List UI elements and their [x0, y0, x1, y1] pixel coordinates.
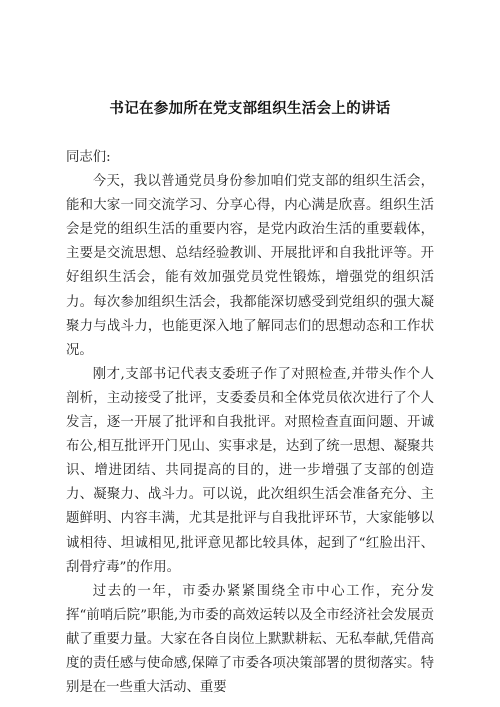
- paragraph-opening: 今天，我以普通党员身份参加咱们党支部的组织生活会，能和大家一同交流学习、分享心得，内心满是欣喜。组织生活会是党的组织生活的重要内容，是党内政治生活的重要载体，主要是交流思想、总结经验教训、开展批评和自我批评等。开好组织生活会，能有效加强党员党性锻炼，增强党的组织活力。每次参加组织生活会，我都能深切感受到党组织的强大凝聚力与战斗力，也能更深入地了解同志们的思想动态和工作状况。: [66, 174, 434, 358]
- salutation: 同志们:: [66, 150, 111, 165]
- paragraph-review: 刚才,支部书记代表支委班子作了对照检查,并带头作个人剖析，主动接受了批评，支委委员和全体党员依次进行了个人发言，逐一开展了批评和自我批评。对照检查直面问题、开诚布公,相互批评开门见山、实事求是，达到了统一思想、凝聚共识、增进团结、共同提高的目的，进一步增强了支部的创造力、凝聚力、战斗力。可以说，此次组织生活会准备充分、主题鲜明、内容丰满，尤其是批评与自我批评环节，大家能够以诚相待、坦诚相见,批评意见都比较具体，起到了“红脸出汗、刮骨疗毒”的作用。: [66, 366, 434, 575]
- document-title: 书记在参加所在党支部组织生活会上的讲话: [109, 101, 391, 117]
- document-body: [66, 146, 434, 700]
- paragraph-past-year: 过去的一年，市委办紧紧围绕全市中心工作，充分发挥“前哨后院”职能,为市委的高效运转以及全市经济社会发展贡献了重要力量。大家在各自岗位上默默耕耘、无私奉献,凭借高度的责任感与使命感,保障了市委各项决策部署的贯彻落实。特别是在一些重大活动、重要: [66, 583, 434, 696]
